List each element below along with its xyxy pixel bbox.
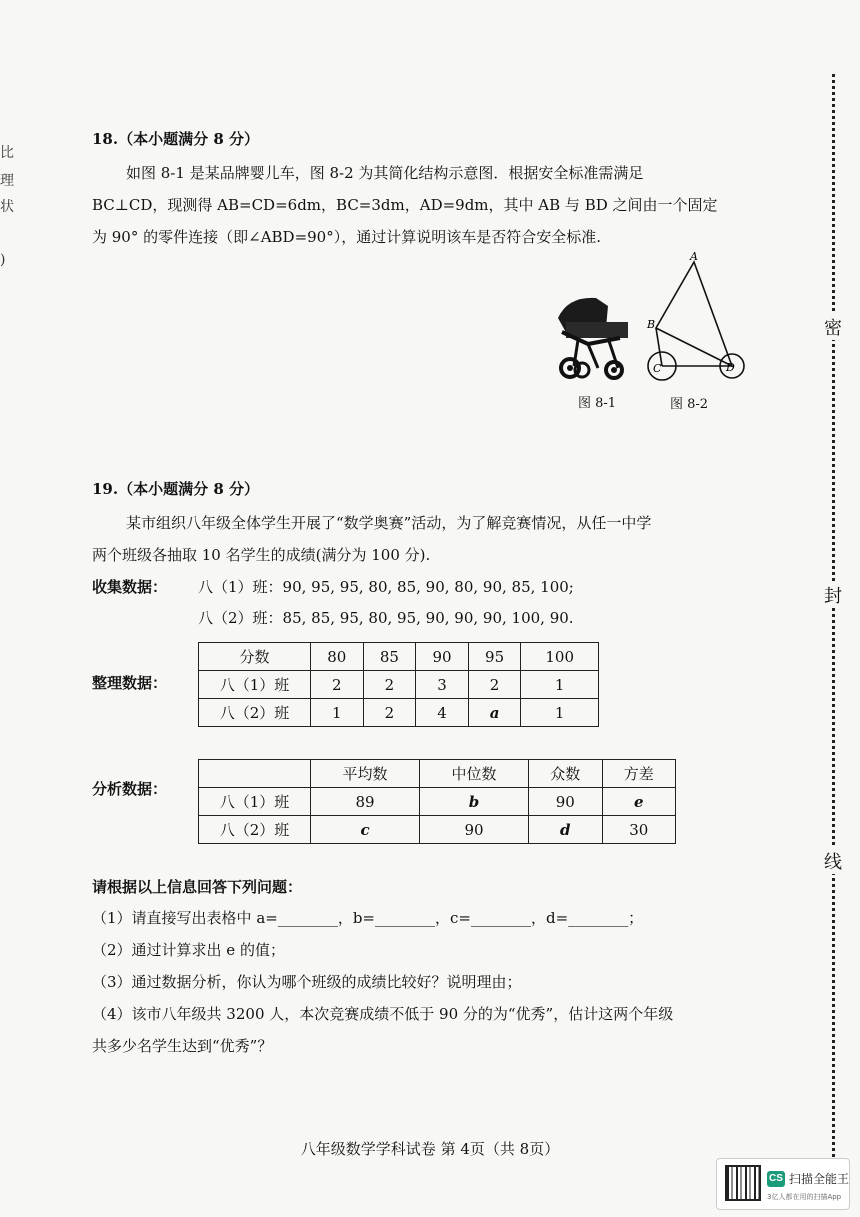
table-cell: 4 — [416, 699, 469, 727]
analyze-label: 分析数据： — [92, 780, 168, 798]
table-row — [199, 671, 599, 699]
table-cell: 方差 — [602, 760, 676, 788]
table-cell: 89 — [311, 788, 420, 816]
seal-char-xian: 线 — [822, 848, 844, 874]
table-cell: 中位数 — [420, 760, 529, 788]
table-cell: 30 — [602, 816, 676, 844]
page-footer: 八年级数学学科试卷 第 4页（共 8页） — [300, 1140, 560, 1158]
scanner-subtitle: 3亿人都在用的扫描App — [767, 1193, 842, 1201]
table-cell: 2 — [363, 671, 416, 699]
fig1-caption: 图 8-1 — [578, 396, 617, 411]
sub-question-4: （4）该市八年级共 3200 人，本次竞赛成绩不低于 90 分的为“优秀”，估计这两个年级 — [92, 1005, 674, 1023]
table-cell: d — [529, 816, 602, 844]
table-cell: 80 — [311, 643, 364, 671]
sub-question-4-cont: 共多少名学生达到“优秀”？ — [92, 1037, 273, 1055]
collect-row-class1: 八（1）班：90, 95, 95, 80, 85, 90, 80, 90, 85, 100; — [198, 578, 574, 596]
stroller-structure-diagram — [640, 248, 750, 382]
analyze-table — [198, 759, 676, 844]
table-cell: e — [602, 788, 676, 816]
sub-question-2: （2）通过计算求出 e 的值； — [92, 941, 285, 959]
table-cell: 2 — [468, 671, 521, 699]
point-d-label: D — [726, 361, 735, 374]
table-cell: 1 — [521, 699, 599, 727]
table-cell: a — [468, 699, 521, 727]
scanner-badge — [716, 1158, 850, 1210]
seal-dotted-line — [832, 74, 835, 1169]
point-c-label: C — [653, 362, 662, 375]
sub-question-1: （1）请直接写出表格中 a=________，b=________，c=________，d=________； — [92, 909, 644, 927]
q19-intro2: 两个班级各抽取 10 名学生的成绩(满分为 100 分). — [92, 546, 431, 564]
table-cell: 1 — [311, 699, 364, 727]
table-cell: 2 — [363, 699, 416, 727]
table-row — [199, 760, 676, 788]
table-row — [199, 643, 599, 671]
table-cell: 分数 — [199, 643, 311, 671]
point-a-label: A — [690, 250, 698, 263]
questions-prompt: 请根据以上信息回答下列问题： — [92, 878, 303, 896]
table-cell: 2 — [311, 671, 364, 699]
q18-line1: 如图 8-1 是某品牌婴儿车，图 8-2 为其简化结构示意图．根据安全标准需满足 — [126, 164, 644, 182]
edge-char: 理 — [0, 173, 14, 189]
organize-label: 整理数据： — [92, 674, 168, 692]
sub-question-3: （3）通过数据分析，你认为哪个班级的成绩比较好？说明理由； — [92, 973, 522, 991]
edge-char: 状 — [0, 199, 14, 215]
table-cell: 90 — [529, 788, 602, 816]
table-cell: 90 — [420, 816, 529, 844]
table-row — [199, 788, 676, 816]
table-cell: b — [420, 788, 529, 816]
table-cell: 3 — [416, 671, 469, 699]
q19-heading: 19.（本小题满分 8 分） — [92, 480, 259, 498]
table-cell: 八（2）班 — [199, 816, 311, 844]
table-cell: 八（1）班 — [199, 788, 311, 816]
seal-char-mi: 密 — [822, 314, 844, 340]
q19-intro1: 某市组织八年级全体学生开展了“数学奥赛”活动，为了解竞赛情况，从任一中学 — [126, 514, 652, 532]
table-cell: 90 — [416, 643, 469, 671]
q18-line3: 为 90° 的零件连接（即∠ABD=90°），通过计算说明该车是否符合安全标准. — [92, 228, 601, 246]
q18-heading: 18.（本小题满分 8 分） — [92, 130, 259, 148]
fig2-caption: 图 8-2 — [670, 397, 709, 412]
edge-char: 比 — [0, 145, 14, 161]
table-cell — [199, 760, 311, 788]
table-cell: 85 — [363, 643, 416, 671]
scanner-logo: CS — [767, 1171, 785, 1187]
table-cell: 1 — [521, 671, 599, 699]
table-cell: 平均数 — [311, 760, 420, 788]
table-cell: 100 — [521, 643, 599, 671]
table-cell: 95 — [468, 643, 521, 671]
organize-table — [198, 642, 599, 727]
qr-code-icon — [725, 1165, 761, 1201]
scanner-title: 扫描全能王 — [789, 1172, 850, 1186]
collect-label: 收集数据： — [92, 578, 168, 596]
table-row — [199, 699, 599, 727]
q18-line2: BC⊥CD，现测得 AB=CD=6dm，BC=3dm，AD=9dm，其中 AB 与 BD 之间由一个固定 — [92, 196, 718, 214]
point-b-label: B — [647, 318, 656, 331]
table-cell: c — [311, 816, 420, 844]
seal-char-feng: 封 — [822, 582, 844, 608]
table-row — [199, 816, 676, 844]
table-cell: 八（1）班 — [199, 671, 311, 699]
edge-char: ) — [0, 252, 6, 268]
stroller-photo-figure — [548, 288, 634, 384]
collect-row-class2: 八（2）班：85, 85, 95, 80, 95, 90, 90, 90, 100, 90. — [198, 609, 574, 627]
table-cell: 八（2）班 — [199, 699, 311, 727]
table-cell: 众数 — [529, 760, 602, 788]
